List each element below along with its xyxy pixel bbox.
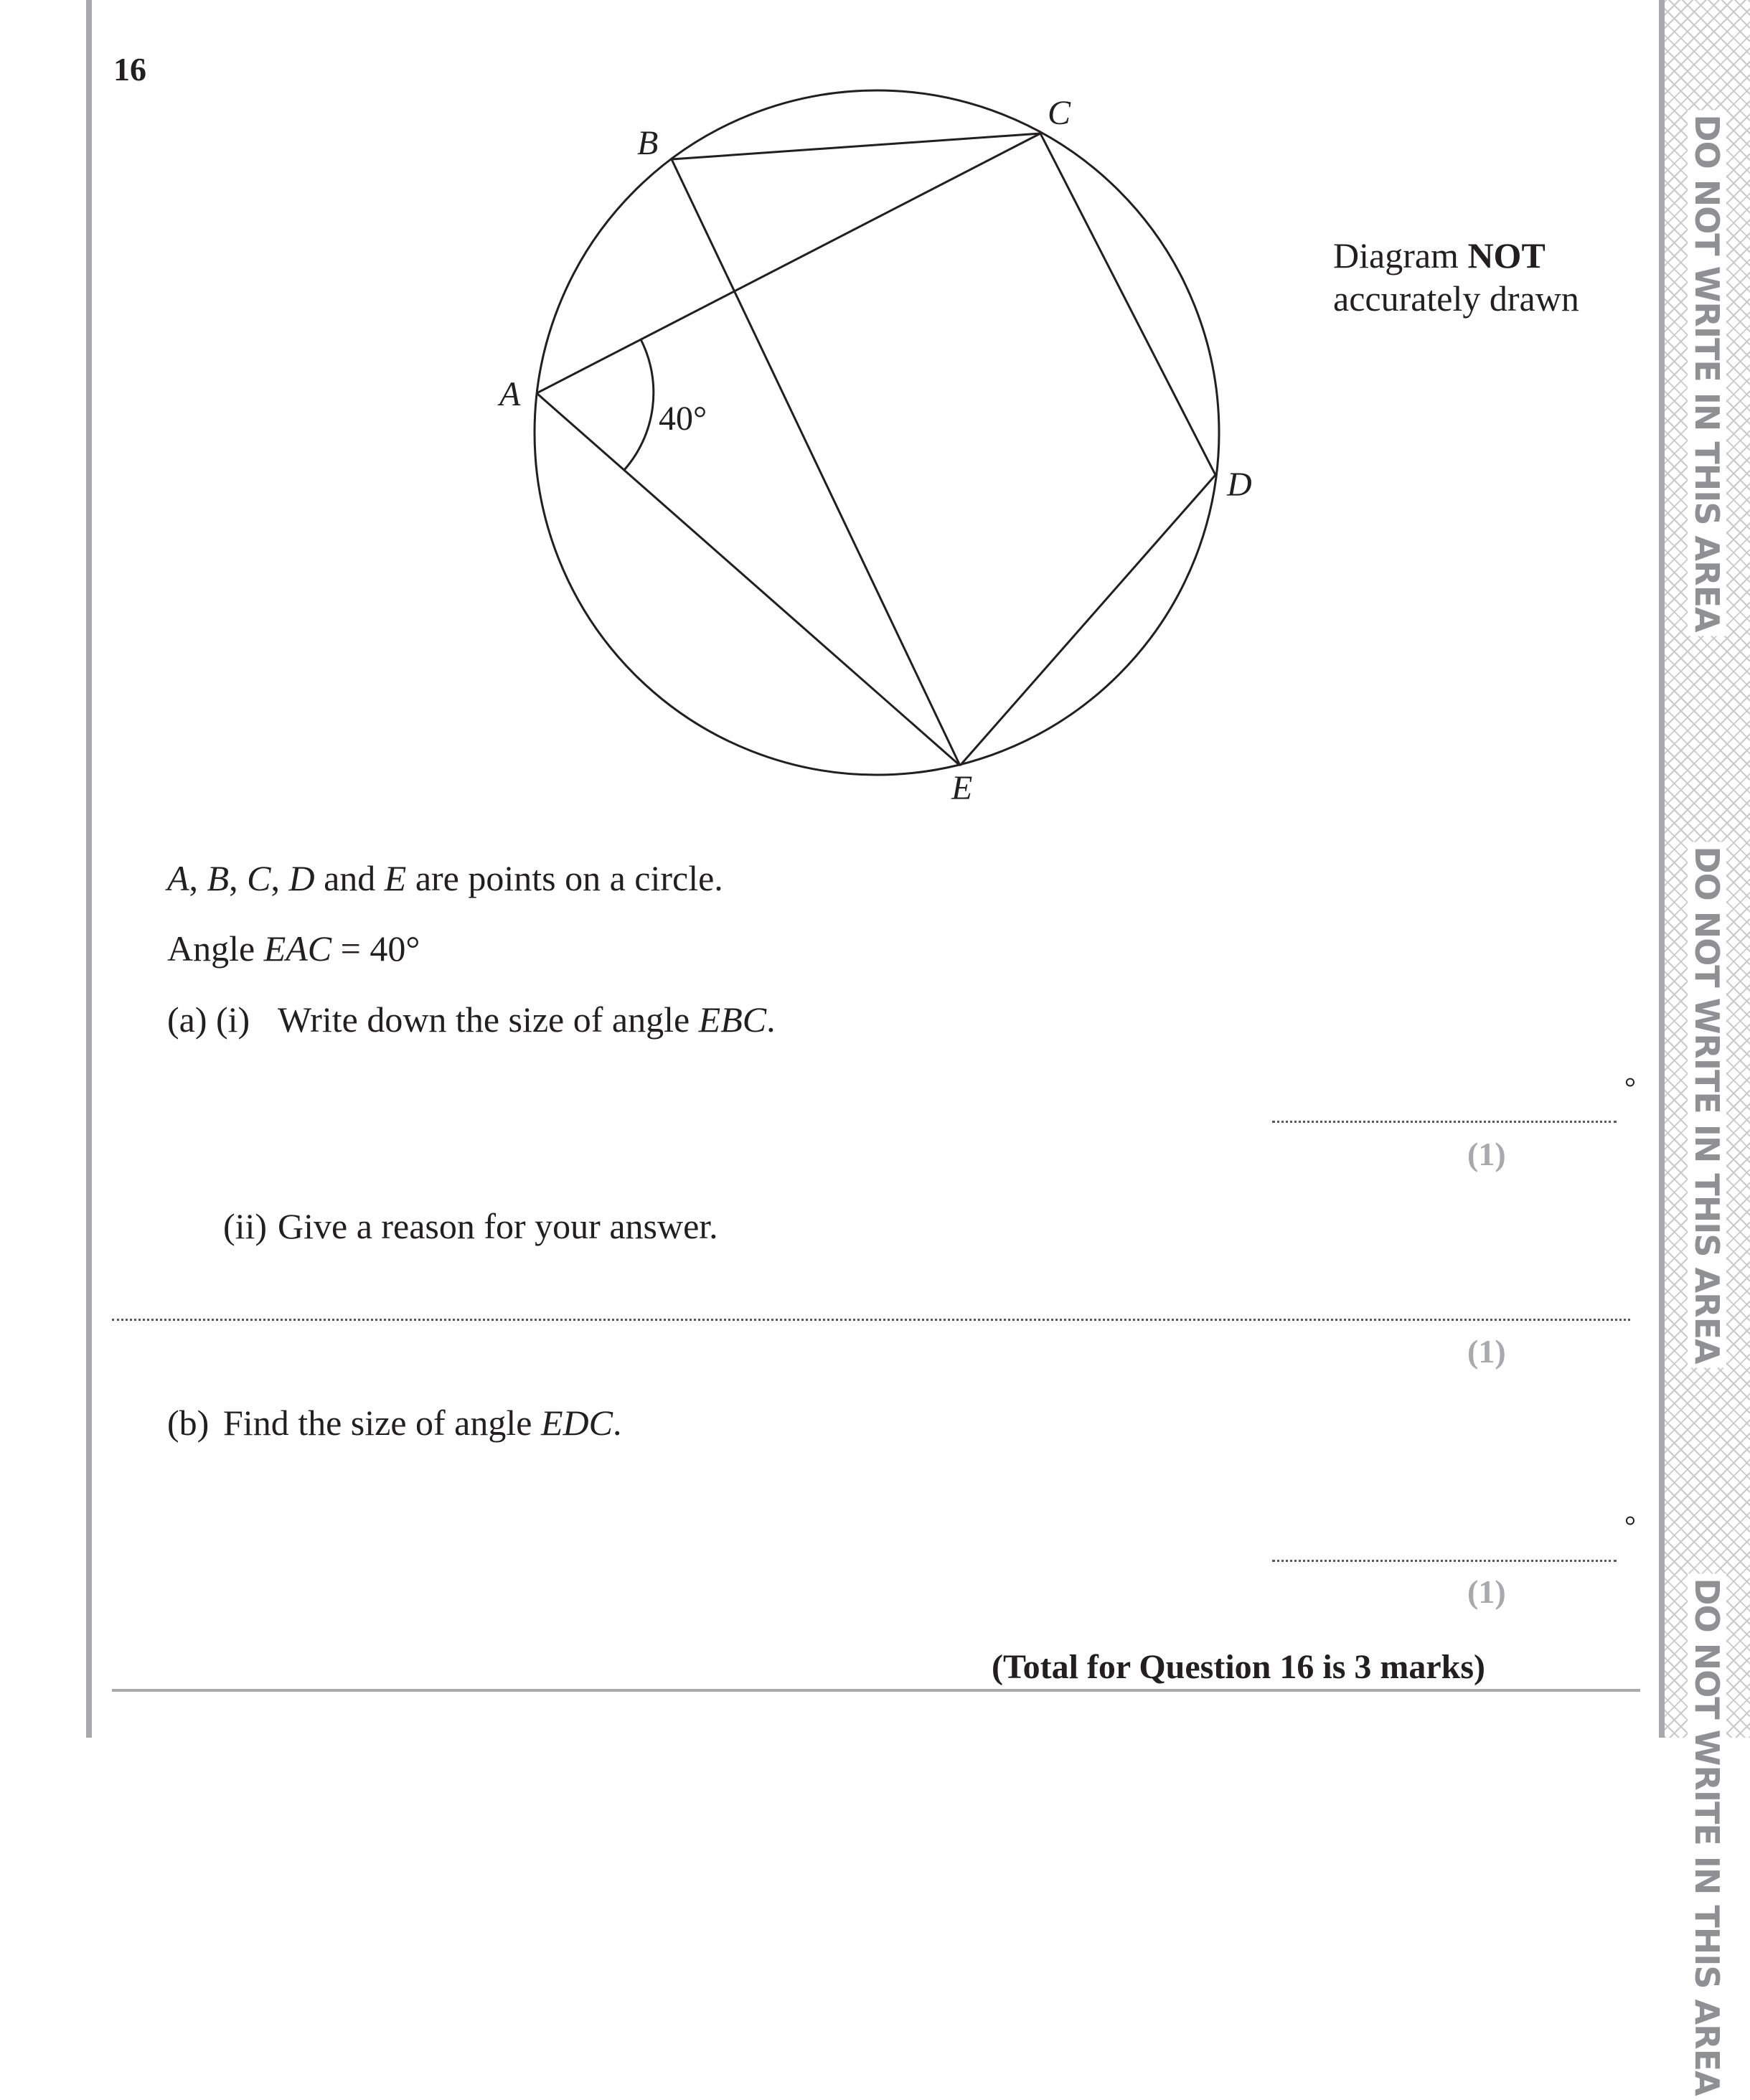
circle [535, 90, 1219, 775]
label-d: D [1227, 466, 1252, 504]
answer-line-a-i[interactable] [1272, 1121, 1617, 1123]
chord-de [960, 475, 1215, 766]
part-a-i-question: Write down the size of angle EBC. [278, 999, 776, 1040]
margin-warning-3: DO NOT WRITE IN THIS AREA [1688, 1573, 1726, 2099]
part-a-ii-label: (ii) [223, 1206, 268, 1246]
bottom-rule [112, 1689, 1640, 1692]
angle-arc [624, 339, 654, 470]
diagram-note [1333, 234, 1579, 320]
answer-line-b[interactable] [1272, 1560, 1617, 1562]
statement-angle: Angle EAC = 40° [167, 928, 420, 969]
marks-a-i: (1) [1467, 1136, 1506, 1172]
note-suffix: accurately drawn [1333, 278, 1579, 319]
chord-ae [537, 393, 960, 766]
part-b-question: Find the size of angle EDC. [223, 1403, 622, 1443]
answer-line-a-ii[interactable] [112, 1319, 1630, 1321]
label-b: B [637, 124, 659, 162]
margin-warning-1: DO NOT WRITE IN THIS AREA [1688, 110, 1726, 636]
question-number: 16 [113, 51, 146, 88]
part-a-i-label: (a) (i) [167, 999, 250, 1040]
margin-warning-2: DO NOT WRITE IN THIS AREA [1688, 842, 1726, 1367]
circle-diagram [0, 0, 1750, 825]
statement-points: A, B, C, D and E are points on a circle. [167, 858, 723, 898]
label-a: A [499, 375, 521, 413]
degree-symbol-a: ° [1624, 1071, 1636, 1103]
chord-cd [1040, 133, 1215, 475]
label-c: C [1048, 94, 1071, 132]
marks-b: (1) [1467, 1573, 1506, 1610]
note-bold: NOT [1467, 235, 1546, 276]
total-marks: (Total for Question 16 is 3 marks) [992, 1648, 1486, 1686]
note-prefix: Diagram [1333, 235, 1468, 276]
part-a-ii-question: Give a reason for your answer. [278, 1206, 718, 1246]
chord-ac [537, 133, 1040, 393]
chord-bc [672, 133, 1040, 159]
degree-symbol-b: ° [1624, 1510, 1636, 1542]
angle-label: 40° [659, 400, 707, 438]
label-e: E [951, 769, 973, 807]
marks-a-ii: (1) [1467, 1333, 1506, 1370]
part-b-label: (b) [167, 1403, 210, 1443]
